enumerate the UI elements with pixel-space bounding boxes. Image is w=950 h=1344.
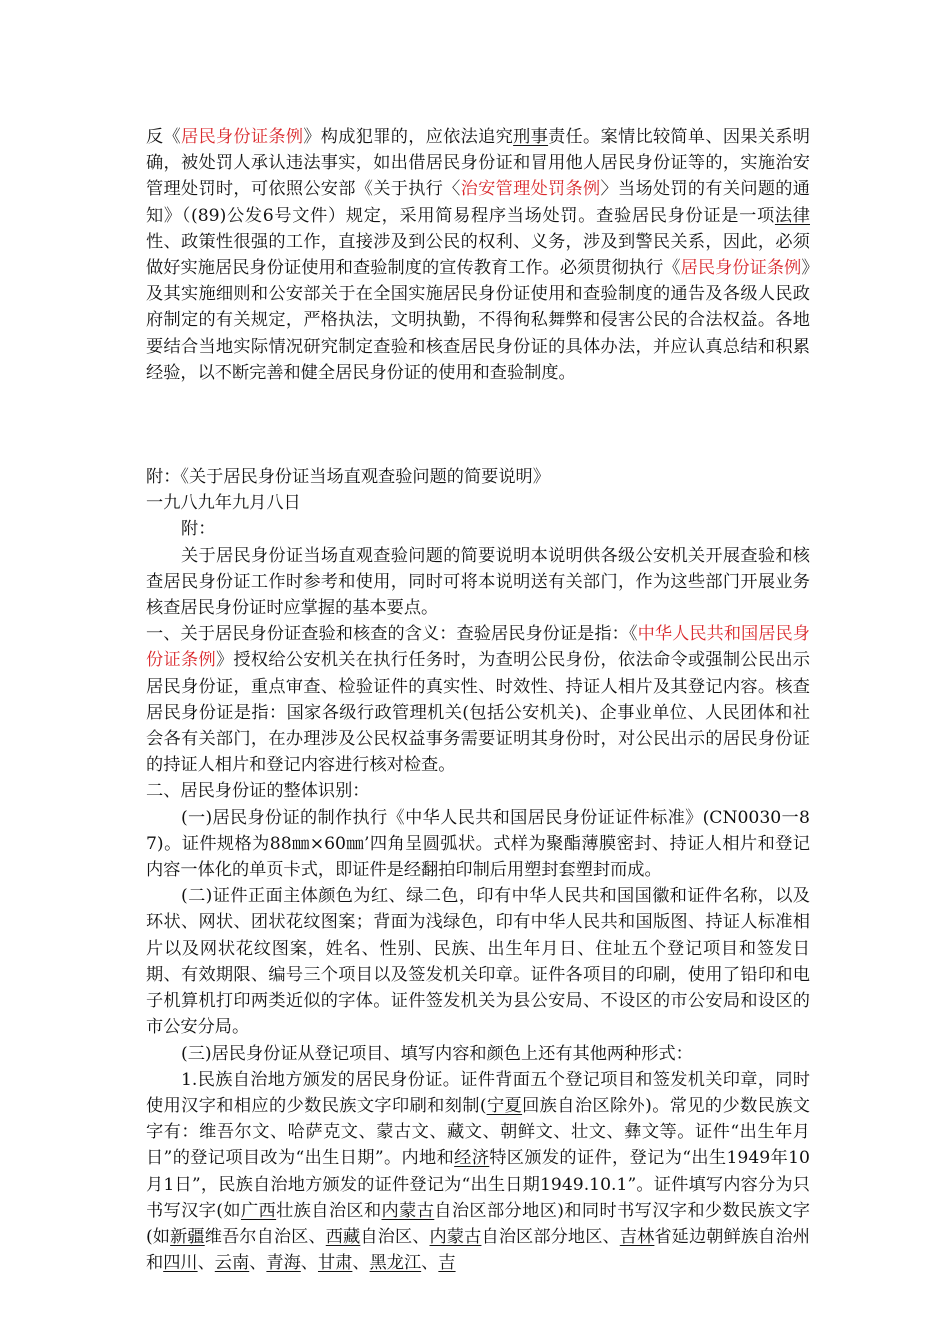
text-run: 〉当场处罚的有关问题的通知》（(89)公发6号文件）规定，采用简易程序当场处罚。查验居民身份证是一项 [146, 179, 810, 226]
text-run: 1.民族自治地方颁发的居民身份证。证件背面五个登记项目和签发机关印章，同时使用汉字和相应的少数民族文字印刷和刻制( [146, 1069, 810, 1116]
link-heilongjiang[interactable]: 黑龙江 [369, 1253, 422, 1274]
link-gansu[interactable]: 甘肃 [317, 1253, 353, 1274]
link-regulation[interactable]: 居民身份证条例 [180, 127, 304, 147]
text-run: 责任。案情比较简单、因果关系明确，被处罚人承认违法事实，如出借居民身份证和冒用他人居民身份证等的，实施治安管理处罚时，可依照公安部《关于执行〈 [146, 127, 810, 200]
link-tibet[interactable]: 西藏 [325, 1226, 361, 1247]
link-law[interactable]: 法律 [774, 205, 810, 226]
link-jilin[interactable]: 吉林 [619, 1226, 655, 1247]
text-run: 、 [197, 1253, 215, 1274]
text-run: 》授权给公安机关在执行任务时，为查明公民身份，依法命令或强制公民出示居民身份证，重点审查、检验证件的真实性、时效性、持证人相片及其登记内容。核查居民身份证是指：国家各级行政管理机关(包括公安机关)、企事业单位、人民团体和社会各有关部门，在办理涉及公民权益事务需要证明其身份时，对公民出示的居民身份证的持证人相片和登记内容进行核对检查。 [146, 650, 810, 776]
link-economy[interactable]: 经济 [454, 1148, 490, 1169]
text-run: 》及其实施细则和公安部关于在全国实施居民身份证使用和查验制度的通告及各级人民政府制定的有关规定，严格执法，文明执勤，不得徇私舞弊和侵害公民的合法权益。各地要结合当地实际情况研究制定查验和核查居民身份证的具体办法，并应认真总结和积累经验，以不断完善和健全居民身份证的使用和查验制度。 [146, 258, 810, 383]
text-run: 壮族自治区和 [276, 1200, 382, 1221]
text-run: 一、关于居民身份证查验和核查的含义：查验居民身份证是指：《 [146, 624, 638, 645]
document-date: 一九八九年九月八日 [146, 493, 301, 514]
link-ningxia[interactable]: 宁夏 [486, 1095, 523, 1116]
text-run: 特区颁发的证件，登记为“出生1949年10月1日”，民族自治地方颁发的证件登记为“出生日期1949.10.1”。证件填写内容分为只书写汉字(如 [146, 1148, 810, 1221]
link-sichuan[interactable]: 四川 [163, 1253, 198, 1274]
link-guangxi[interactable]: 广西 [240, 1200, 277, 1221]
link-jilin-partial[interactable]: 吉 [438, 1253, 456, 1274]
section-2-paragraph-3: (三)居民身份证从登记项目、填写内容和颜色上还有其他两种形式： [181, 1043, 693, 1064]
section-2-paragraph-1: (一)居民身份证的制作执行《中华人民共和国居民身份证证件标准》(CN0030一87)。证件规格为88㎜×60㎜’四角呈圆弧状。式样为聚酯薄膜密封、持证人相片和登记内容一体化的单页卡式，即证件是经翻拍印制后用塑封套塑封而成。 [146, 807, 810, 881]
link-criminal[interactable]: 刑事 [513, 127, 549, 147]
text-run: 反《 [146, 127, 181, 147]
section-2-title: 二、居民身份证的整体识别： [146, 781, 370, 802]
text-run: 、 [352, 1253, 370, 1274]
text-run: 自治区部分地区、 [481, 1226, 620, 1247]
spacer [146, 386, 810, 464]
text-run: 自治区部分地区)和同时书写汉字和少数民族文字(如 [146, 1200, 810, 1247]
link-xinjiang[interactable]: 新疆 [170, 1226, 205, 1247]
document-page [146, 124, 810, 1276]
link-inner-mongolia[interactable]: 内蒙古 [429, 1226, 482, 1247]
item-1-paragraph [146, 1067, 810, 1277]
attachment-title: 附：《关于居民身份证当场直观查验问题的简要说明》 [146, 467, 550, 488]
attachment-label: 附： [181, 519, 216, 540]
link-inner-mongolia[interactable]: 内蒙古 [381, 1200, 435, 1221]
text-run: 、 [249, 1253, 267, 1274]
text-run: 、 [421, 1253, 439, 1274]
text-run: 回族自治区除外)。常见的少数民族文字有：维吾尔文、哈萨克文、蒙古文、藏文、朝鲜文、壮文、彝文等。证件“出生年月日”的登记项目改为“出生日期”。内地和 [146, 1095, 810, 1169]
link-prc-id-regulation[interactable]: 中华人民共和国居民身份证条例 [146, 624, 810, 671]
link-security-regulation[interactable]: 治安管理处罚条例 [460, 179, 601, 200]
link-qinghai[interactable]: 青海 [266, 1253, 301, 1274]
section-1-paragraph [146, 621, 810, 778]
text-run: 省延边朝鲜族自治州和 [146, 1226, 810, 1274]
intro-paragraph: 关于居民身份证当场直观查验问题的简要说明本说明供各级公安机关开展查验和核查居民身份证工作时参考和使用，同时可将本说明送有关部门，作为这些部门开展业务核查居民身份证时应掌握的基本要点。 [146, 545, 810, 619]
link-yunnan[interactable]: 云南 [214, 1253, 250, 1274]
link-regulation[interactable]: 居民身份证条例 [680, 258, 802, 279]
text-run: 性、政策性很强的工作，直接涉及到公民的权利、义务，涉及到警民关系，因此，必须做好实施居民身份证使用和查验制度的宣传教育工作。必须贯彻执行《 [146, 231, 810, 279]
text-run: 》构成犯罪的，应依法追究 [303, 127, 514, 147]
section-2-paragraph-2: (二)证件正面主体颜色为红、绿二色，印有中华人民共和国国徽和证件名称，以及环状、网状、团状花纹图案；背面为浅绿色，印有中华人民共和国版图、持证人标准相片以及网状花纹图案，姓名、性别、民族、出生年月日、住址五个登记项目和签发日期、有效期限、编号三个项目以及签发机关印章。证件各项目的印刷，使用了铅印和电子机算机打印两类近似的字体。证件签发机关为县公安局、不设区的市公安局和设区的市公安分局。 [146, 886, 810, 1038]
paragraph-regulation-enforcement [146, 124, 810, 386]
text-run: 、 [300, 1253, 318, 1274]
text-run: 自治区、 [360, 1226, 430, 1247]
text-run: 维吾尔自治区、 [204, 1226, 326, 1247]
